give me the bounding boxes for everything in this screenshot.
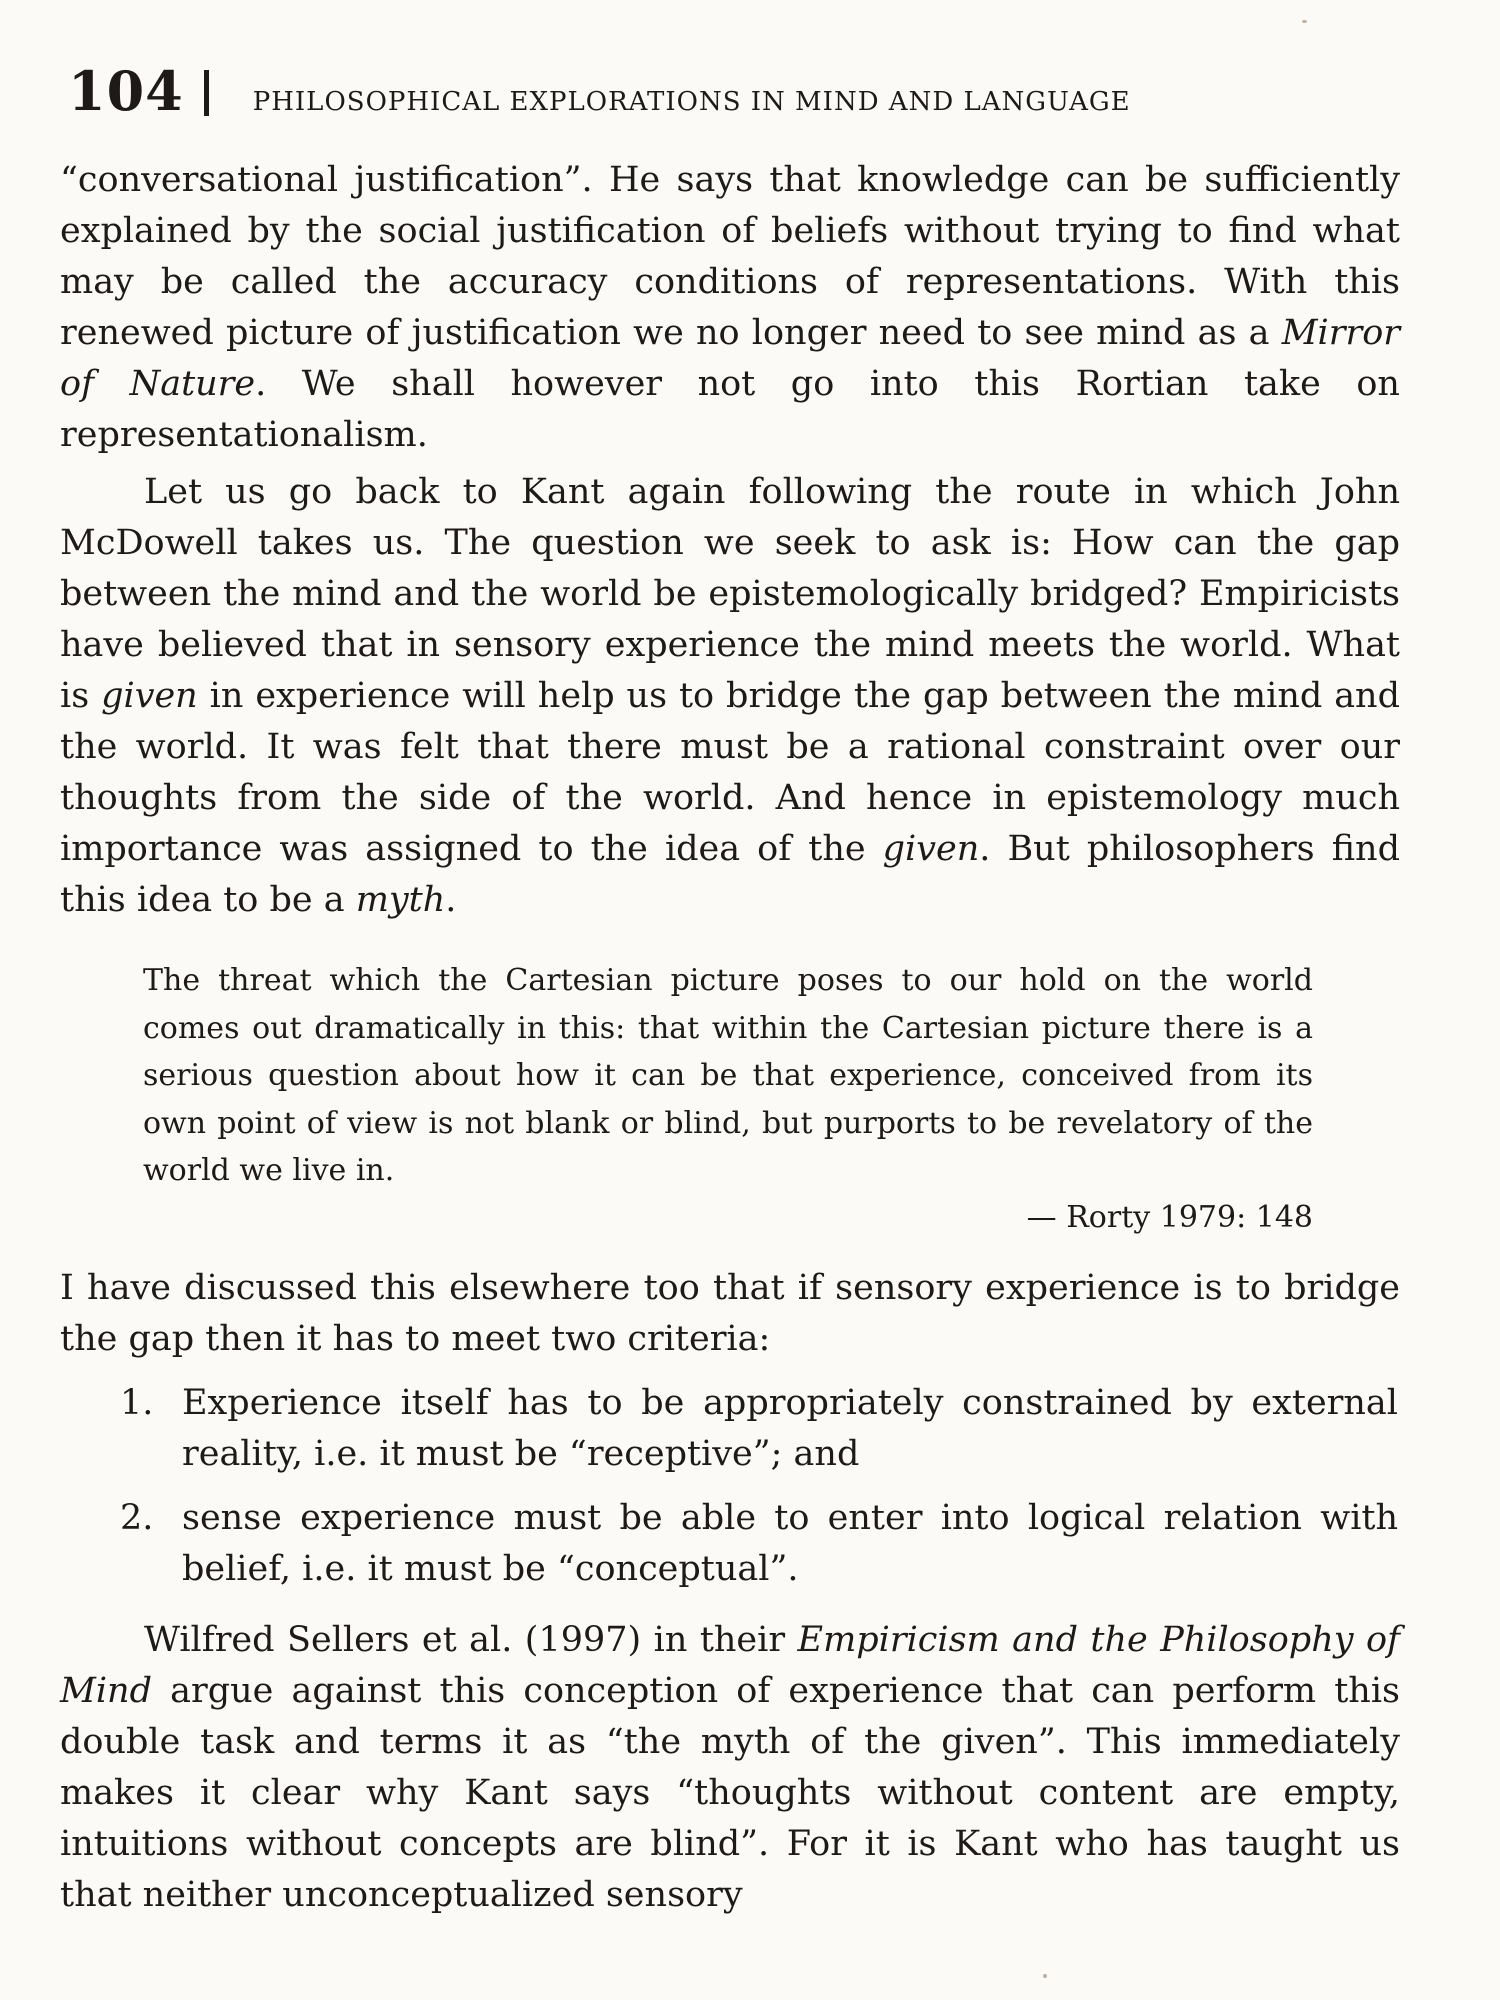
paragraph-1-italic-mirror-of-nature: Mirror of Nature (60, 313, 1400, 404)
running-title: PHILOSOPHICAL EXPLORATIONS IN MIND AND LANGUAGE (252, 87, 1131, 117)
paragraph-1 (60, 155, 1400, 461)
paragraph-1-text-2: . We shall however not go into this Rortian take on representationalism. (60, 364, 1400, 455)
final-paragraph-text-1: Wilfred Sellers et al. (1997) in their (144, 1620, 798, 1660)
criteria-list-item-1 (120, 1378, 1398, 1480)
paragraph-2-text-2: in experience will help us to bridge the gap between the mind and the world. It was felt that there must be a rational constraint over our thoughts from the side of the world. And hence in epistemology much importance was assigned to the idea of the (60, 676, 1401, 869)
final-paragraph (60, 1615, 1400, 1921)
paper-speck (1302, 20, 1307, 23)
after-quote-text: I have discussed this elsewhere too that if sensory experience is to bridge the gap then it has to meet two criteria: (60, 1268, 1400, 1359)
criteria-list-item-2 (120, 1493, 1398, 1595)
block-quote-source: — Rorty 1979: 148 (1026, 1200, 1313, 1235)
paragraph-2-text-4: . (445, 880, 457, 920)
block-quote-text: The threat which the Cartesian picture poses to our hold on the world comes out dramatically in this: that within the Cartesian picture there is a serious question about how it can be that experience, conceived from its own point of view is not blank or blind, but purports to be revelatory of the world we live in. (143, 963, 1313, 1188)
paragraph-2-text-3: . But philosophers find this idea to be a (60, 829, 1400, 920)
paper-speck (1043, 1974, 1047, 1978)
paragraph-kant-mcdowell (60, 467, 1400, 926)
paragraph-rorty-justification (60, 155, 1400, 461)
criteria-list-text-1: Experience itself has to be appropriately constrained by external reality, i.e. it must be “receptive”; and (182, 1383, 1398, 1474)
final-paragraph-italic-book-title: Empiricism and the Philosophy of Mind (60, 1620, 1400, 1711)
paragraph-2-italic-given-2: given (882, 829, 980, 869)
paragraph-two-criteria-intro (60, 1263, 1400, 1365)
criteria-list-number-2: 2. (120, 1498, 154, 1538)
block-quote (143, 957, 1313, 1247)
header-separator-bar (204, 70, 209, 116)
paragraph-1-text-1: “conversational justification”. He says that knowledge can be sufficiently explained by the social justification of beliefs without trying to find what may be called the accuracy conditions of representations. With this renewed picture of justification we no longer need to see mind as a (60, 160, 1400, 353)
final-paragraph-text-2: argue against this conception of experience that can perform this double task and terms it as “the myth of the given”. This immediately makes it clear why Kant says “thoughts without content are empty, intuitions without concepts are blind”. For it is Kant who has taught us that neither unconceptualized sensory (60, 1671, 1400, 1915)
criteria-list (120, 1378, 1398, 1608)
criteria-list-number-1: 1. (120, 1383, 154, 1423)
page-header (68, 59, 1398, 134)
paragraph-sellers-myth-given (60, 1615, 1400, 1921)
paragraph-2-italic-myth: myth (355, 880, 446, 920)
criteria-list-text-2: sense experience must be able to enter into logical relation with belief, i.e. it must be “conceptual”. (182, 1498, 1398, 1589)
paragraph-2-italic-given-1: given (101, 676, 198, 716)
paragraph-2-text-1: Let us go back to Kant again following the route in which John McDowell takes us. The question we seek to ask is: How can the gap between the mind and the world be epistemologically bridged? Empiricists have believed that in sensory experience the mind meets the world. What is (60, 472, 1400, 716)
paragraph-2 (60, 467, 1400, 926)
page-number: 104 (68, 59, 184, 123)
